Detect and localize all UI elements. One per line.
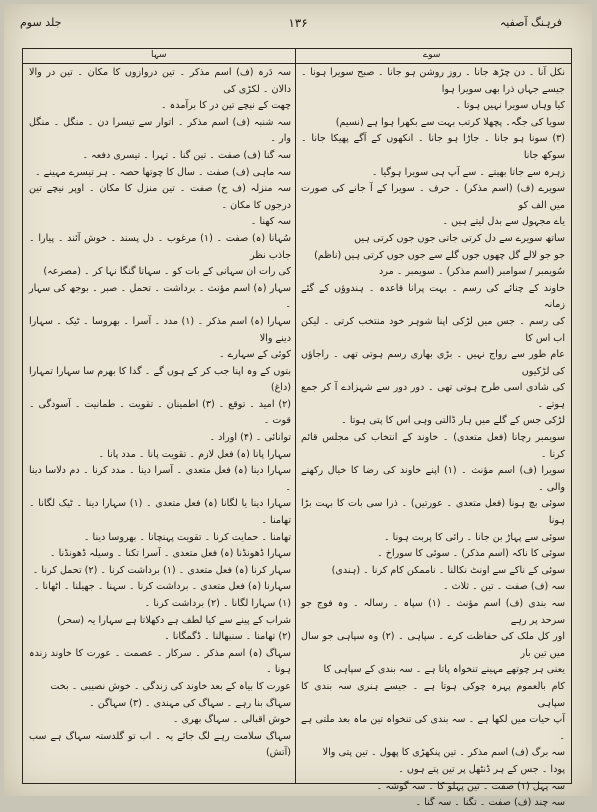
entry-line: کی رات ان سہانی کے بات کو ۔ سہاتا گنگا نہا کر ۔ (مصرعہ) [43, 266, 291, 278]
entry-line: آپ حیات میں لکھا ہے ۔ سہ بندی کی تنخواہ تین ماہ بعد ملتی ہے ۔ [301, 714, 565, 742]
entry-line: سہارا ڈھونڈنا (ہ) فعل متعدی ۔ آسرا تکنا ۔ وسیلہ ڈھونڈنا ۔ [49, 548, 291, 560]
entry-line: خاوند کے چنائے کی رسم ۔ بہت پرانا قاعدہ ۔ ہندوؤں کے گئے زمانہ [301, 282, 565, 311]
entry-line: سُویمبر / سوامبر (اسم مذکر) ۔ سویمبر ۔ مرد [379, 266, 565, 278]
page-header [4, 4, 592, 40]
entry-line: سہ منزلہ (ف ح) صفت ۔ تین منزل کا مکان ۔ اوپر نیچے تین درجوں کا مکان ۔ [29, 183, 291, 211]
entry-line: سہاگ بنا رہے ۔ سہاگ کی مہندی ۔ (۳) سہاگن ۔ [89, 697, 291, 709]
book-page [4, 4, 592, 809]
entry-line: کی شادی اسی طرح ہوتی تھی ۔ دور دور سے شہزادے آ کر جمع ہوتے ۔ [301, 382, 565, 410]
entry-line: بتوں کے وہ اپنا جب کر کے ہوں گے ۔ گدا کا بھرم سا سہارا تمہارا (داغ) [29, 365, 291, 394]
entry-line: یاے مجہول سے بدل لیتے ہیں ۔ [442, 216, 565, 228]
entry-line: تھامنا ۔ حمایت کرنا ۔ تقویت پہنچانا ۔ بھروسا دینا ۔ [83, 531, 291, 543]
entry-line: توانائی ۔ (۴) اوراد ۔ [209, 432, 291, 444]
entry-line: سہ ماہی (ف) صفت ۔ سال کا چوتھا حصہ ۔ ہر تیسرے مہینے ۔ [34, 166, 291, 178]
entry-line: سہ کھنا ۔ [250, 216, 291, 228]
entry-line: سہارا (ہ) اسم مذکر ۔ (۱) مدد ۔ آسرا ۔ بھروسا ۔ ٹیک ۔ سہارا دینے والا [29, 315, 291, 344]
entry-line: سویرے (ف) (اسم مذکر) ۔ حرف ۔ سویرا کے آ جانے کی صورت میں الف کو [301, 183, 565, 211]
entry-line: سہ چند (ف) صفت ۔ تگنا ۔ سہ گنا ۔ [415, 797, 565, 809]
entry-line: سہ پہل (۱) صفت ۔ تین پہلو کا ۔ سہ گوشہ ۔ [376, 780, 565, 792]
entry-line: خوش اقبالی ۔ سہاگ بھری ۔ [172, 714, 291, 726]
column-head-rule [23, 63, 571, 64]
entry-line: سویمبر رچانا (فعل متعدی) ۔ خاوند کے انتخاب کی مجلس قائم کرنا ۔ [301, 432, 565, 460]
entry-line: سویا کی جگہ۔ پچھلا کرتب بہت سے بکھرا ہوا ہے (نسیم) [335, 116, 565, 128]
column-divider [295, 49, 296, 783]
entry-line: (۳) سونا ہو جانا ۔ جاڑا ہو جانا ۔ انکھوں کے آگے پھیکا جانا ۔ سوکھ جانا [301, 133, 565, 161]
book-title: فرہنگ آصفیہ [499, 16, 562, 29]
entry-line: (۲) تھامنا ۔ سنبھالنا ۔ ڈگمگانا ۔ [164, 631, 291, 643]
entry-line: کی رسم ۔ جس میں لڑکی اپنا شوہر خود منتخب کرتی ۔ لیکن اب اس کا [301, 315, 565, 344]
entry-line: سہارا دینا (ہ) فعل متعدی ۔ آسرا دینا ۔ مدد کرنا ۔ دم دلاسا دینا ۔ [29, 465, 291, 493]
entry-line: عورت کا بیاہ کے بعد خاوند کی زندگی ۔ خوش نصیبی ۔ بخت [50, 680, 291, 692]
right-column [301, 65, 566, 809]
entry-line: کام بالعموم پہرہ چوکی ہوتا ہے ۔ جیسے ہنری سہ بندی کا سپاہی [301, 680, 565, 709]
entry-line: سہاگ (ہ) اسم مذکر ۔ سرکار ۔ عصمت ۔ عورت کا خاوند زندہ ہونا ۔ [29, 647, 291, 676]
entry-line: (۱) سہارا لگانا ۔ (۲) برداشت کرنا ۔ [144, 598, 291, 609]
entry-line: سہ بندی (ف) اسم مؤنث ۔ (۱) سپاہ ۔ رسالہ ۔ وہ فوج جو سرحد پر رہے [301, 598, 566, 626]
entry-line: سہارا دینا یا لگانا (ہ) فعل متعدی ۔ (۱) سہارا دینا ۔ ٹیک لگانا ۔ تھامنا ۔ [29, 498, 291, 527]
entry-line: لڑکی جس کے گلے میں ہار ڈالتی وہی اس کا پتی ہوتا ۔ [341, 415, 565, 427]
page-number: ۱۳۶ [288, 16, 308, 30]
entry-line: نکل آنا ۔ دن چڑھ جانا ۔ روز روشن ہو جانا ۔ صبح سویرا ہونا ۔ جیسے جہاں ذرا بھی سویرا ہوا [301, 67, 565, 95]
entry-line: سہ برگ (ف) اسم مذکر ۔ تین پنکھڑی کا پھول ۔ تین پتی والا [322, 747, 565, 759]
entry-line: ساتھ سویرے سے دل کرتی جاتی جوں جوں کرتی ہیں [354, 232, 565, 244]
column-head-right: سوے [423, 50, 441, 60]
entry-line: سہارا پانا (ہ) فعل لازم ۔ تقویت پانا ۔ مدد پانا ۔ [98, 448, 291, 460]
entry-line: کوئی کے سہارے ۔ [219, 349, 291, 361]
entry-line: (۲) امید ۔ توقع ۔ (۳) اطمینان ۔ تقویت ۔ طمانیت ۔ آسودگی ۔ قوت ۔ [29, 398, 291, 427]
entry-line: سہ دَرہ (ف) اسم مذکر ۔ تین دروازوں کا مکان ۔ تین در والا دالان ۔ لکڑی کی [29, 67, 291, 95]
entry-line: سہ گنا (ف) صفت ۔ تین گنا ۔ تہرا ۔ تیسری دفعہ ۔ [82, 149, 291, 161]
entry-line: زہرہ سے جاتا بھیتے ۔ سے آپ ہی سویرا ہوگیا ۔ [371, 166, 565, 178]
entry-line: سہار (ہ) اسم مؤنث ۔ برداشت ۔ تحمل ۔ صبر ۔ بوجھ کی سہار ۔ [29, 282, 291, 311]
entry-line: سہ شنبہ (ف) اسم مذکر ۔ اتوار سے تیسرا دن ۔ منگل ۔ منگل وار ۔ [29, 116, 291, 145]
entry-line: شراب کے پینے سے کیا لطف ہے دکھلاتا ہے سہارا یہ (سحر) [57, 614, 291, 626]
entry-line: سہ (ف) صفت ۔ تین ۔ ثلاث ۔ [442, 581, 565, 593]
entry-line: سُہانا (ہ) صفت ۔ (۱) مرغوب ۔ دل پسند ۔ خوش آئند ۔ پیارا ۔ جاذب نظر [29, 232, 292, 261]
column-head-left: سہا [151, 50, 167, 60]
entry-line: سوئی کے ناکے سے اونٹ نکالنا ۔ ناممکن کام کرنا ۔ (ہندی) [331, 564, 565, 576]
entry-line: کیا وہاں سویرا نہیں ہوتا ۔ [455, 100, 565, 112]
left-column [29, 65, 291, 779]
volume-label: جلد سوم [20, 16, 62, 29]
entry-line: پودا ۔ جس کے ہر ڈنٹھل پر تین پتے ہوں ۔ [398, 763, 565, 775]
entry-line: سوئی سے پہاڑ بن جانا ۔ رائی کا پربت ہونا ۔ [383, 531, 565, 543]
entry-line: سہاگ سلامت رہے لگ جائے یہ ۔ اب تو گلدستہ سہاگ ہے سب (آتش) [29, 730, 291, 759]
entry-line: سہار کرنا (ہ) فعل متعدی ۔ (۱) برداشت کرنا ۔ (۲) تحمل کرنا ۔ [32, 564, 291, 576]
entry-line: سہارنا (ہ) فعل متعدی ۔ برداشت کرنا ۔ سہنا ۔ جھیلنا ۔ اٹھانا ۔ [33, 581, 291, 593]
entry-line: عام طور سے رواج نہیں ۔ بڑی بھاری رسم ہوتی تھی ۔ راجاؤں کی لڑکیوں [301, 349, 565, 377]
entry-line: سوئی کا ناکہ (اسم مذکر) ۔ سوئی کا سوراخ ۔ [377, 548, 565, 560]
entry-line: اور کل ملک کی حفاظت کرے ۔ سپاہی ۔ (۲) وہ سپاہی جو سال میں تین بار [301, 631, 565, 659]
entry-line: سویرا (ف) اسم مؤنث ۔ (۱) اپنے خاوند کی رضا کا خیال رکھنے والی ۔ [301, 465, 565, 493]
text-frame [22, 48, 572, 809]
entry-line: سوئی بچ ہونا (فعل متعدی ۔ عورتیں) ۔ ذرا سی بات کا بہت بڑا ہونا [301, 498, 565, 527]
entry-line: یعنی ہر چوتھے مہینے تنخواہ پاتا ہے ۔ سہ بندی کے سپاہی کا [323, 664, 565, 676]
entry-line: جو جو لالے گل چھوں جوں گلے سے جوں جوں کرتی ہیں (ناظم) [314, 249, 565, 261]
entry-line: چھت کے نیچے تین در کا برآمدہ ۔ [161, 100, 291, 112]
